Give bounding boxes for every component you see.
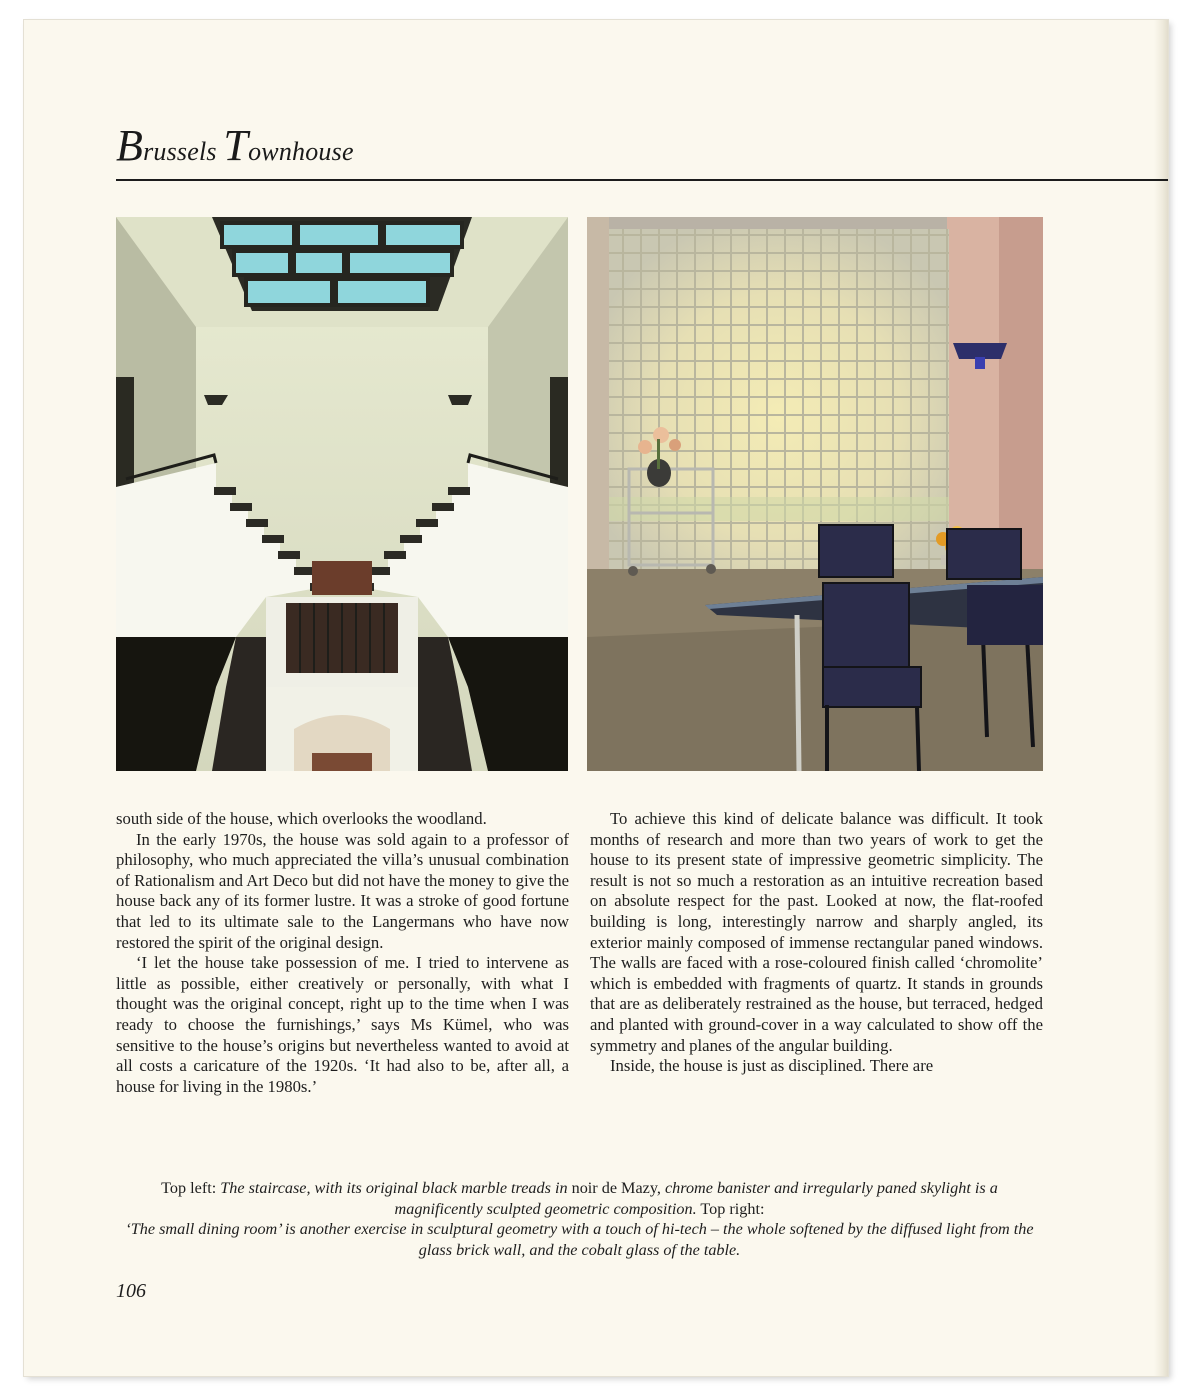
running-head-first [116,121,217,170]
staircase-illustration [116,217,568,771]
page-edge-shadow [1154,20,1168,1376]
paragraph: Inside, the house is just as disciplined. There are [610,1056,934,1076]
magazine-page [24,20,1168,1376]
header-rule [116,179,1168,181]
caption-text: The staircase, with its original black marble treads in [220,1179,568,1197]
running-head [116,120,354,171]
caption-label-top-right: Top right: [700,1199,765,1218]
caption-text: ‘The small dining room’ is another exercise in sculptural geometry with a touch of hi-tech – the whole softened by the diffused light from the glass brick wall, and the cobalt glass of the table. [125,1220,1034,1259]
running-head-rest: ownhouse [248,137,354,166]
caption-text-roman: noir de Mazy, [571,1179,661,1197]
paragraph: south side of the house, which overlooks the woodland. [116,809,487,828]
dining-room-illustration [587,217,1043,771]
staircase-photo [116,217,568,771]
paragraph: In the early 1970s, the house was sold again to a professor of philosophy, who much appreciated the villa’s unusual combination of Rationalism and Art Deco but did not have the money to give the house back any of its former lustre. It was a stroke of good fortune that led to its ultimate sale to the Langermans who have now restored the spirit of the original design. [116,829,569,952]
running-head-second [223,121,353,170]
text-column-right [590,809,1043,1077]
photo-caption [116,1178,1043,1260]
caption-text: chrome banister and irregularly paned skylight is a magnificently sculpted geometric composition. [394,1179,998,1218]
running-head-initial: T [223,121,249,170]
running-head-initial: B [116,121,144,170]
dining-room-photo [587,217,1043,771]
paragraph: ‘I let the house take possession of me. I tried to intervene as little as possible, either creatively or personally, with what I thought was the original concept, right up to the time when I was ready to choose the furnishings,’ says Ms Kümel, who was sensitive to the house’s origins but nevertheless wanted to avoid at all costs a caricature of the 1920s. ‘It had also to be, after all, a house for living in the 1980s.’ [116,953,569,1096]
paragraph: To achieve this kind of delicate balance was difficult. It took months of research and more than two years of work to get the house to its present state of impressive geometric simplicity. The result is not so much a restoration as an intuitive recreation based on absolute respect for the past. Looked at now, the flat-roofed building is long, interestingly narrow and sharply angled, its exterior mainly composed of immense rectangular paned windows. The walls are faced with a rose-coloured finish called ‘chromolite’ which is embedded with fragments of quartz. It stands in grounds that are as deliberately restrained as the house, but terraced, hedged and planted with ground-cover in a way calculated to show off the symmetry and planes of the angular building. [590,809,1043,1055]
running-head-rest: russels [143,137,217,166]
text-column-left [116,809,569,1097]
page-number: 106 [116,1280,146,1302]
caption-label-top-left: Top left: [161,1179,217,1197]
